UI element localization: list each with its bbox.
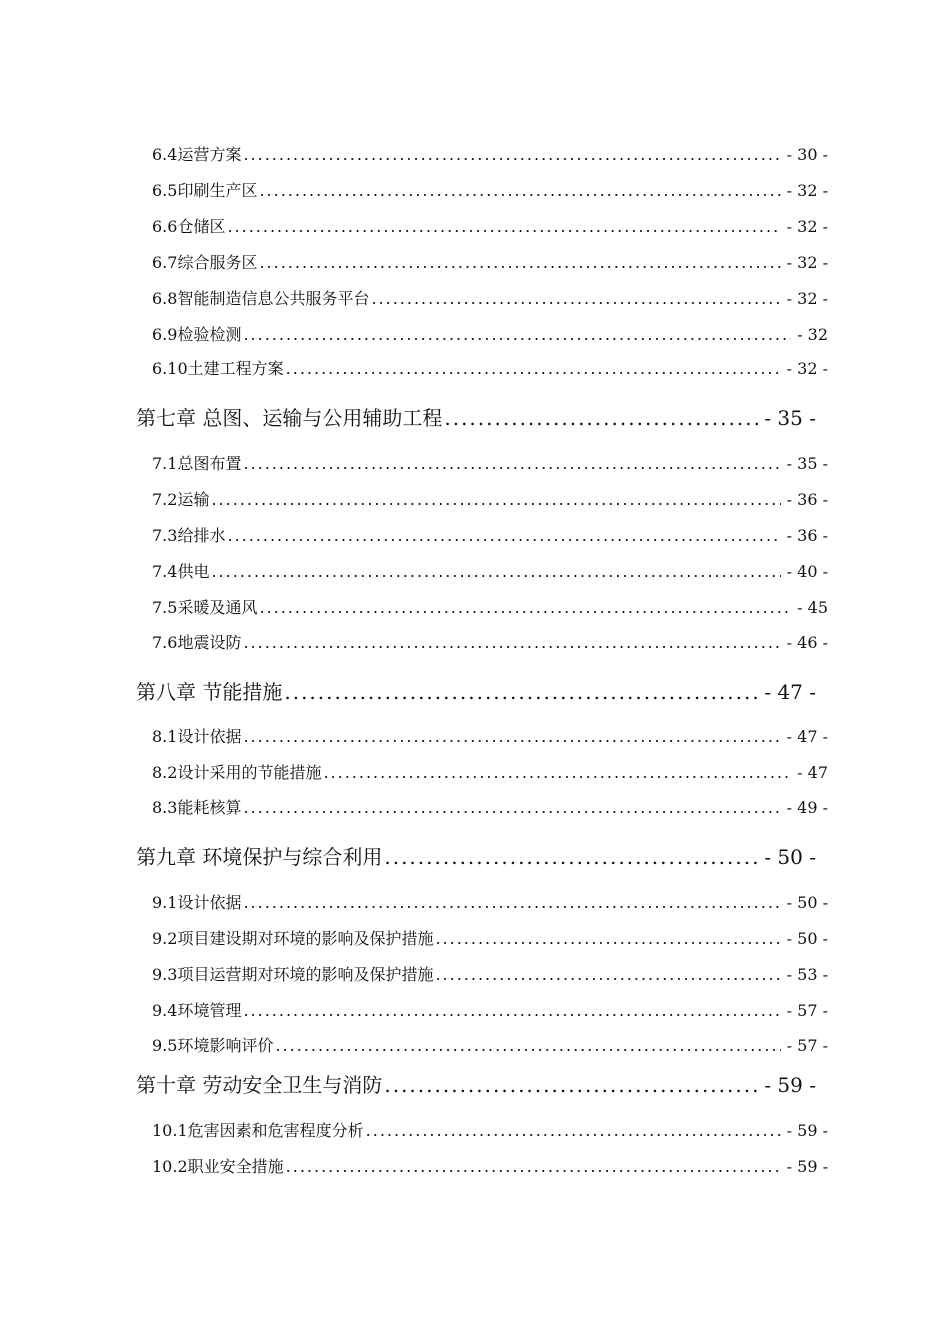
toc-entry-page: - 32 - [786,217,828,236]
toc-entry-page: - 47 [797,763,828,782]
toc-entry-label: 7.6地震设防 [152,633,242,652]
dot-leader [243,893,780,912]
toc-entry-page: - 59 - [786,1121,828,1140]
toc-chapter-page: - 35 - [764,406,816,430]
toc-entry-page: - 32 - [786,359,828,378]
toc-entry-label: 6.4运营方案 [152,145,242,164]
toc-entry-6-10[interactable] [152,356,828,379]
toc-entry-page: - 32 - [786,253,828,272]
dot-leader [227,217,780,236]
dot-leader [275,1036,780,1055]
toc-entry-page: - 30 - [786,145,828,164]
toc-entry-9-2[interactable] [152,926,828,949]
toc-entry-page: - 32 - [786,181,828,200]
dot-leader [435,965,780,984]
toc-entry-page: - 40 - [786,562,828,581]
toc-entry-page: - 49 - [786,798,828,817]
toc-entry-7-6[interactable] [152,630,828,653]
toc-entry-label: 7.3给排水 [152,526,226,545]
toc-entry-6-5[interactable] [152,178,828,201]
toc-entry-label: 6.6仓储区 [152,217,226,236]
toc-entry-page: - 57 - [786,1001,828,1020]
dot-leader [243,633,780,652]
toc-entry-9-1[interactable] [152,890,828,913]
toc-entry-6-7[interactable] [152,250,828,273]
toc-entry-page: - 50 - [786,929,828,948]
toc-chapter-label: 第八章 节能措施 [136,680,283,704]
dot-leader [259,598,791,617]
dot-leader [259,181,780,200]
toc-entry-7-5[interactable] [152,595,828,618]
dot-leader [284,680,758,704]
toc-entry-label: 9.2项目建设期对环境的影响及保护措施 [152,929,434,948]
dot-leader [366,1121,781,1140]
toc-chapter-7[interactable] [136,402,816,431]
dot-leader [286,1157,781,1176]
toc-entry-label: 6.8智能制造信息公共服务平台 [152,289,370,308]
toc-entry-label: 8.3能耗核算 [152,798,242,817]
toc-entry-label: 6.9检验检测 [152,325,242,344]
dot-leader [384,845,758,869]
toc-entry-6-6[interactable] [152,214,828,237]
toc-chapter-page: - 47 - [764,680,816,704]
toc-entry-page: - 32 - [786,289,828,308]
toc-entry-page: - 32 [797,325,828,344]
toc-entry-label: 6.10土建工程方案 [152,359,284,378]
toc-entry-label: 7.2运输 [152,490,210,509]
dot-leader [243,454,780,473]
toc-entry-7-4[interactable] [152,559,828,582]
dot-leader [384,1073,758,1097]
toc-chapter-label: 第九章 环境保护与综合利用 [136,845,383,869]
toc-entry-label: 9.5环境影响评价 [152,1036,274,1055]
dot-leader [435,929,780,948]
dot-leader [211,490,780,509]
toc-chapter-9[interactable] [136,841,816,870]
toc-entry-7-1[interactable] [152,451,828,474]
toc-entry-page: - 45 [797,598,828,617]
dot-leader [243,798,780,817]
dot-leader [444,406,758,430]
toc-entry-label: 6.7综合服务区 [152,253,258,272]
toc-entry-page: - 47 - [786,727,828,746]
dot-leader [243,145,780,164]
dot-leader [227,526,780,545]
toc-entry-label: 7.4供电 [152,562,210,581]
toc-entry-9-3[interactable] [152,962,828,985]
toc-entry-10-2[interactable] [152,1154,828,1177]
toc-entry-6-9[interactable] [152,322,828,345]
toc-chapter-10[interactable] [136,1069,816,1098]
toc-entry-9-4[interactable] [152,998,828,1021]
toc-entry-label: 10.2职业安全措施 [152,1157,284,1176]
toc-entry-page: - 35 - [786,454,828,473]
toc-entry-page: - 50 - [786,893,828,912]
dot-leader [211,562,780,581]
toc-chapter-page: - 59 - [764,1073,816,1097]
toc-entry-label: 7.5采暖及通风 [152,598,258,617]
toc-entry-label: 7.1总图布置 [152,454,242,473]
toc-entry-page: - 36 - [786,490,828,509]
toc-entry-7-3[interactable] [152,523,828,546]
dot-leader [243,1001,780,1020]
toc-entry-10-1[interactable] [152,1118,828,1141]
toc-entry-7-2[interactable] [152,487,828,510]
toc-chapter-8[interactable] [136,676,816,705]
toc-entry-label: 9.4环境管理 [152,1001,242,1020]
toc-entry-8-2[interactable] [152,760,828,783]
toc-entry-page: - 46 - [786,633,828,652]
toc-entry-label: 8.1设计依据 [152,727,242,746]
toc-chapter-page: - 50 - [764,845,816,869]
toc-entry-9-5[interactable] [152,1033,828,1056]
toc-entry-8-3[interactable] [152,795,828,818]
toc-entry-page: - 53 - [786,965,828,984]
dot-leader [259,253,780,272]
toc-entry-label: 9.1设计依据 [152,893,242,912]
dot-leader [243,727,780,746]
toc-entry-label: 8.2设计采用的节能措施 [152,763,322,782]
toc-entry-page: - 57 - [786,1036,828,1055]
toc-entry-8-1[interactable] [152,724,828,747]
toc-chapter-label: 第七章 总图、运输与公用辅助工程 [136,406,443,430]
toc-entry-6-4[interactable] [152,142,828,165]
toc-entry-label: 10.1危害因素和危害程度分析 [152,1121,364,1140]
dot-leader [286,359,781,378]
toc-chapter-label: 第十章 劳动安全卫生与消防 [136,1073,383,1097]
dot-leader [323,763,791,782]
dot-leader [371,289,780,308]
toc-entry-page: - 36 - [786,526,828,545]
toc-entry-6-8[interactable] [152,286,828,309]
toc-entry-label: 9.3项目运营期对环境的影响及保护措施 [152,965,434,984]
toc-entry-label: 6.5印刷生产区 [152,181,258,200]
dot-leader [243,325,791,344]
toc-entry-page: - 59 - [786,1157,828,1176]
